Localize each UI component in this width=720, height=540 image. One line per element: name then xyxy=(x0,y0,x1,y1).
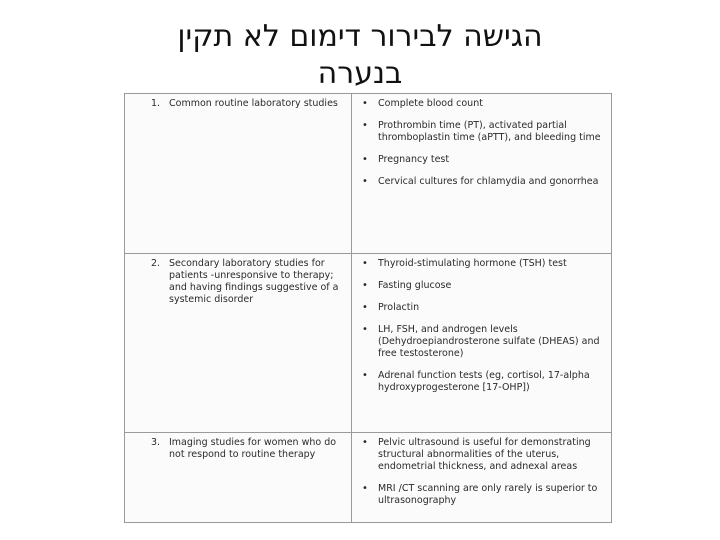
test-item: • Adrenal function tests (eg, cortisol, 17-alpha hydroxyprogesterone [17-OHP]) xyxy=(376,370,605,394)
category-cell xyxy=(125,432,352,522)
tests-list xyxy=(358,258,605,394)
category-cell xyxy=(125,94,352,253)
category-cell xyxy=(125,253,352,432)
tests-list xyxy=(358,98,605,188)
table-row xyxy=(125,253,611,432)
test-item: • MRI /CT scanning are only rarely is superior to ultrasonography xyxy=(376,483,605,507)
table-row xyxy=(125,94,611,253)
test-item: • Fasting glucose xyxy=(376,280,605,292)
title-line-2: בנערה xyxy=(317,56,403,91)
test-item: • Prothrombin time (PT), activated partial thromboplastin time (aPTT), and bleeding time xyxy=(376,120,605,144)
test-item: • Cervical cultures for chlamydia and gonorrhea xyxy=(376,176,605,188)
category-label: Secondary laboratory studies for patients -unresponsive to therapy; and having findings suggestive of a systemic disorder xyxy=(169,257,339,305)
test-item: • Pelvic ultrasound is useful for demonstrating structural abnormalities of the uterus, endometrial thickness, and adnexal areas xyxy=(376,437,605,473)
row-number: 3. xyxy=(151,436,161,448)
test-item: • Thyroid-stimulating hormone (TSH) test xyxy=(376,258,605,270)
tests-list xyxy=(358,437,605,507)
test-item: • LH, FSH, and androgen levels (Dehydroepiandrosterone sulfate (DHEAS) and free testosterone) xyxy=(376,324,605,360)
table-row xyxy=(125,432,611,522)
row-number: 2. xyxy=(151,257,161,269)
tests-cell xyxy=(352,253,612,432)
lab-studies-table xyxy=(124,93,612,523)
test-item: • Pregnancy test xyxy=(376,154,605,166)
category-label: Imaging studies for women who do not respond to routine therapy xyxy=(169,436,337,460)
title-line-1: הגישה לבירור דימום לא תקין xyxy=(177,19,543,54)
category-label: Common routine laboratory studies xyxy=(169,98,338,109)
tests-cell xyxy=(352,432,612,522)
tests-cell xyxy=(352,94,612,253)
row-number: 1. xyxy=(151,98,161,109)
slide-title xyxy=(0,18,720,92)
test-item: • Complete blood count xyxy=(376,98,605,110)
test-item: • Prolactin xyxy=(376,302,605,314)
